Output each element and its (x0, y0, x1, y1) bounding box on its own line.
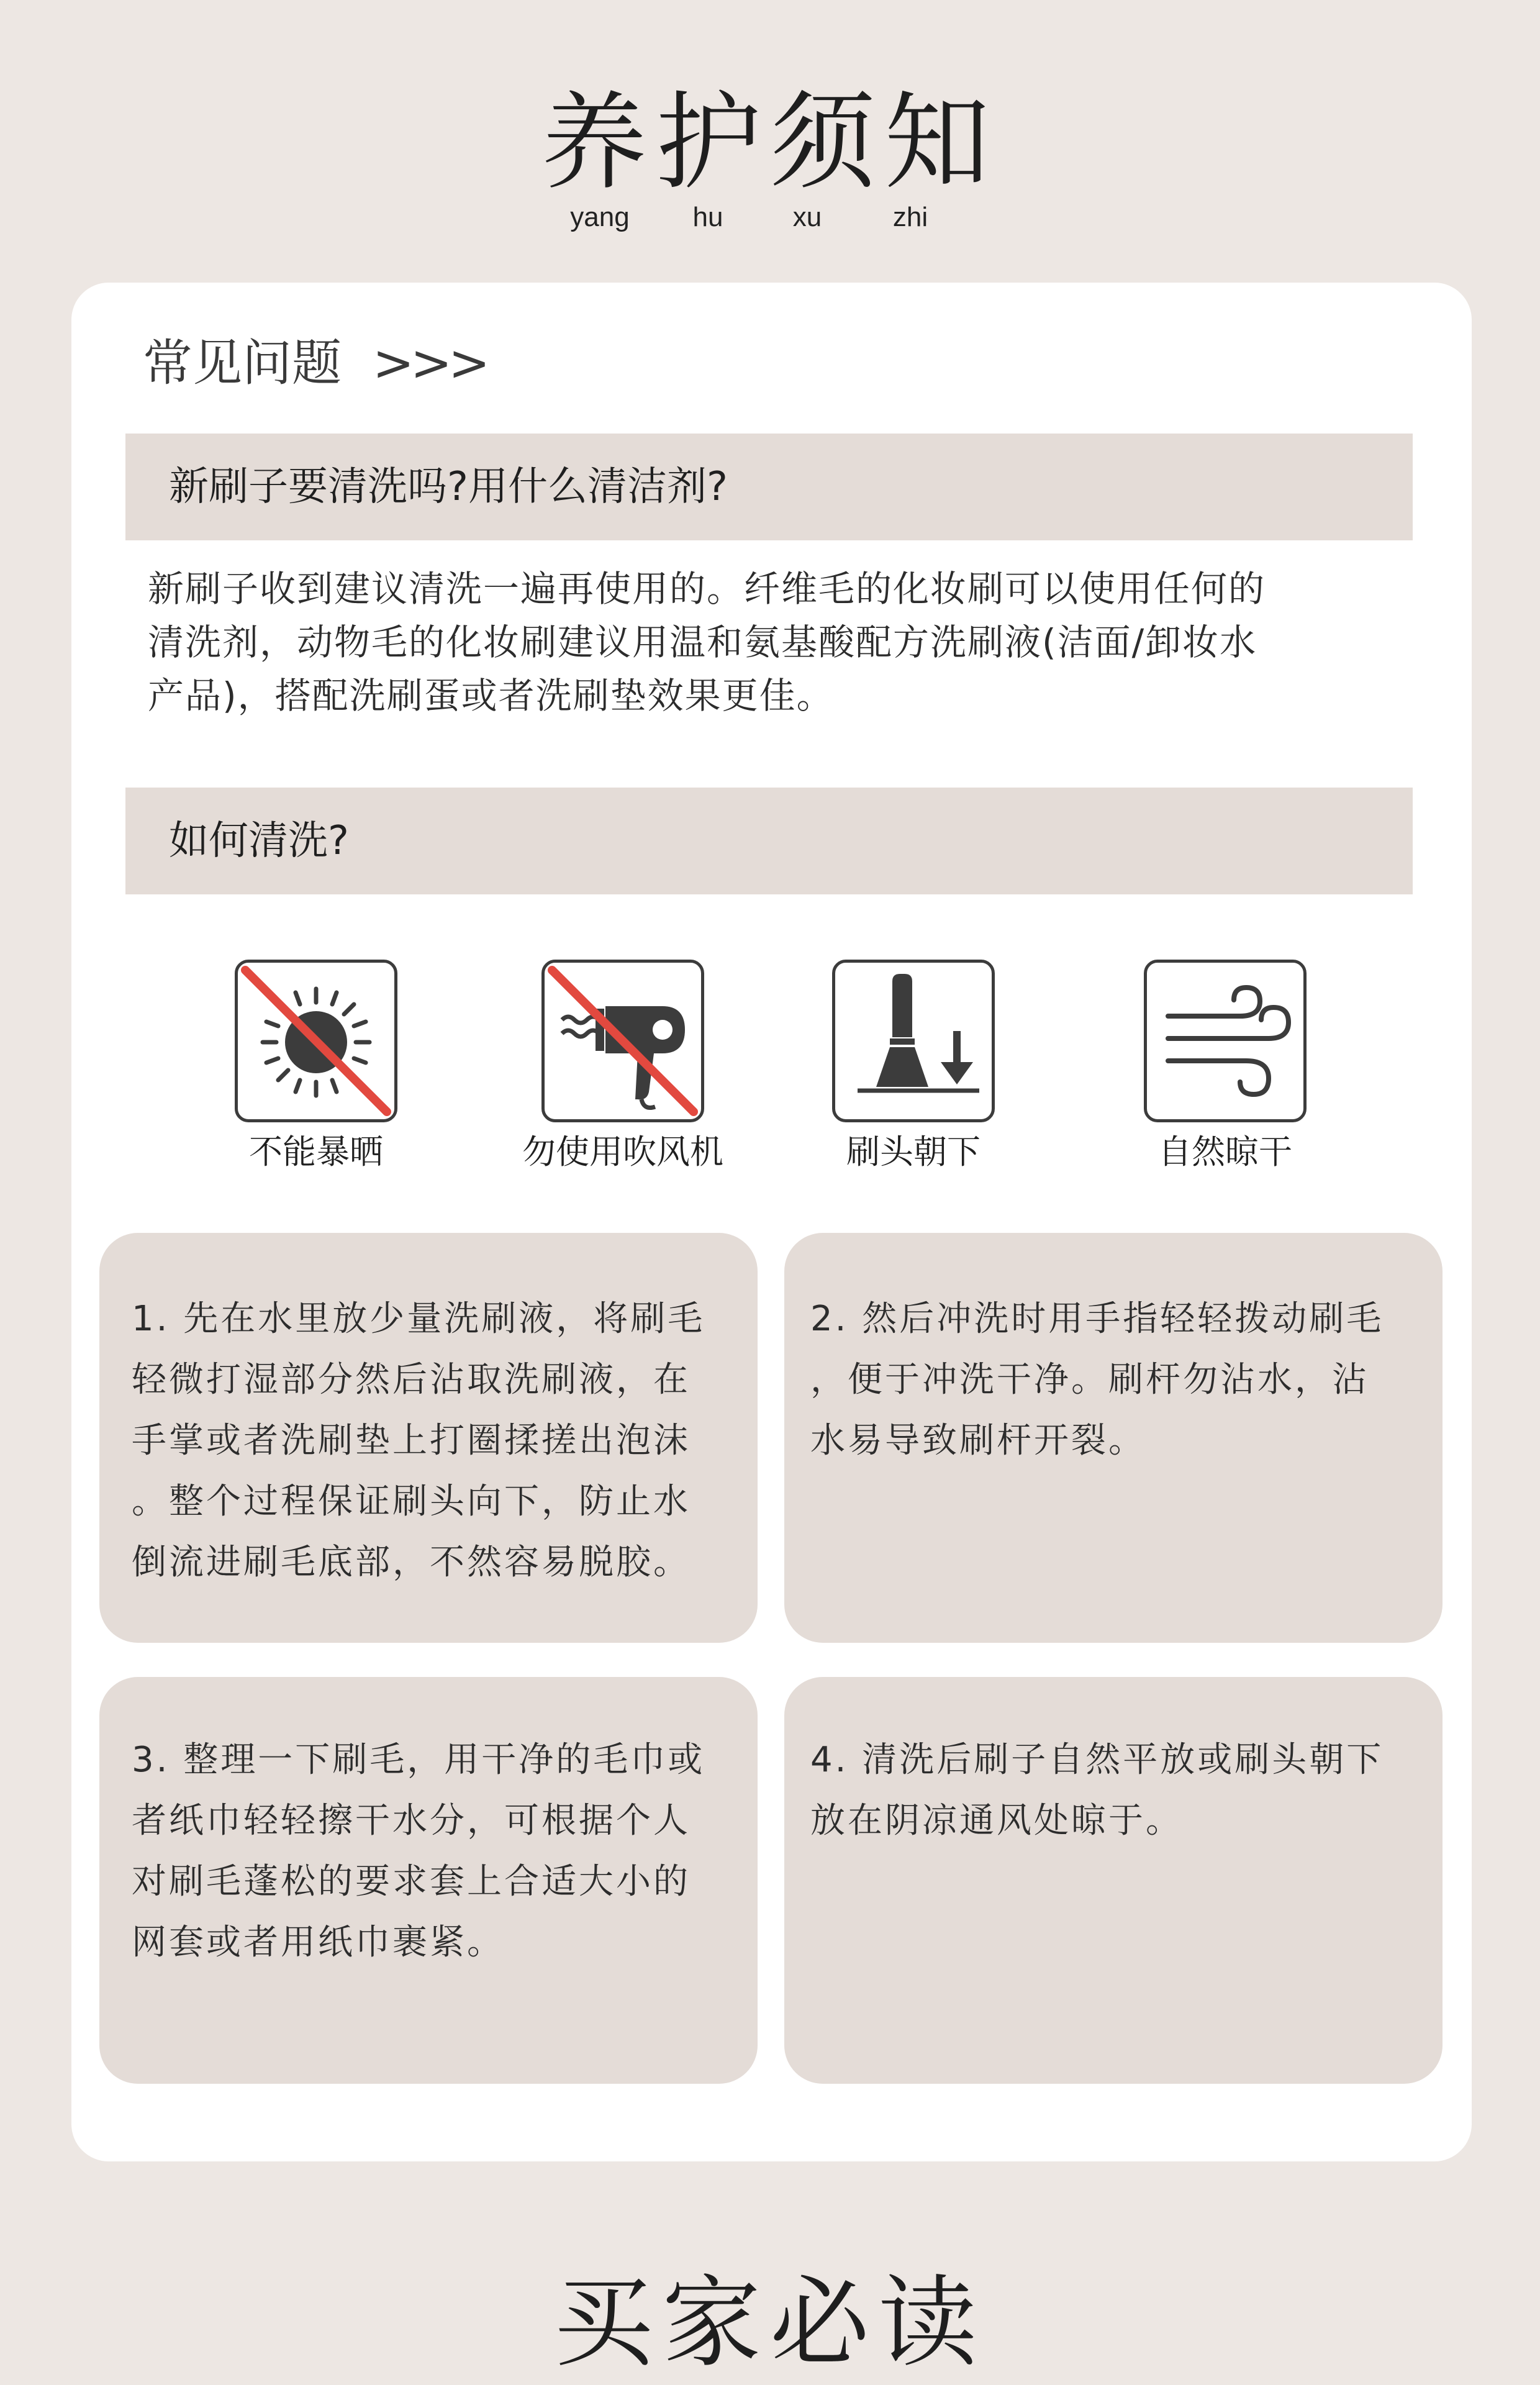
wind-dry-icon (1144, 960, 1307, 1122)
icon-label-no-hair-dryer: 勿使用吹风机 (522, 1132, 723, 1171)
step-line: 3. 整理一下刷毛，用干净的毛巾或 (132, 1740, 705, 1780)
brush-head-down-icon (832, 960, 995, 1122)
pinyin-syllable: xu (792, 202, 822, 232)
icon-label-brush-head-down: 刷头朝下 (846, 1132, 981, 1171)
step-line: 轻微打湿部分然后沾取洗刷液，在 (132, 1360, 691, 1400)
step-line: 4. 清洗后刷子自然平放或刷头朝下 (810, 1740, 1384, 1780)
icon-label-wind-dry: 自然晾干 (1158, 1132, 1292, 1171)
faq-heading: 常见问题 (143, 334, 342, 392)
step-line: 网套或者用纸巾裹紧。 (132, 1922, 504, 1963)
step-text-4 (810, 1730, 1384, 1851)
answer-line: 清洗剂，动物毛的化妆刷建议用温和氨基酸配方洗刷液(洁面/卸妆水 (148, 621, 1257, 663)
step-line: 手掌或者洗刷垫上打圈揉搓出泡沫 (132, 1420, 691, 1461)
question-1: 新刷子要清洗吗?用什么清洁剂? (169, 464, 728, 510)
faq-arrows: >>> (373, 334, 487, 392)
step-line: 。整个过程保证刷头向下，防止水 (132, 1481, 691, 1522)
no-sun-icon (235, 960, 397, 1122)
answer-1 (148, 562, 1396, 722)
step-text-2 (810, 1289, 1384, 1471)
step-line: 者纸巾轻轻擦干水分，可根据个人 (132, 1801, 691, 1841)
step-line: 2. 然后冲洗时用手指轻轻拨动刷毛 (810, 1299, 1384, 1339)
step-line: 1. 先在水里放少量洗刷液，将刷毛 (132, 1299, 705, 1339)
step-line: 对刷毛蓬松的要求套上合适大小的 (132, 1861, 691, 1902)
step-line: 放在阴凉通风处晾于。 (810, 1801, 1183, 1841)
step-line: ，便于冲洗干净。刷杆勿沾水，沾 (810, 1360, 1369, 1400)
step-line: 倒流进刷毛底部，不然容易脱胶。 (132, 1542, 691, 1583)
answer-line: 新刷子收到建议清洗一遍再使用的。纤维毛的化妆刷可以使用任何的 (148, 568, 1266, 610)
pinyin-syllable: hu (692, 202, 723, 232)
pinyin-syllable: zhi (892, 202, 928, 232)
step-text-1 (132, 1289, 705, 1593)
answer-line: 产品)，搭配洗刷蛋或者洗刷垫效果更佳。 (148, 675, 834, 717)
step-line: 水易导致刷杆开裂。 (810, 1420, 1146, 1461)
pinyin-syllable: yang (570, 202, 630, 232)
step-text-3 (132, 1730, 705, 1973)
page-title: 养护须知 (541, 81, 999, 204)
no-hair-dryer-icon (541, 960, 704, 1122)
title-pinyin (0, 202, 1540, 239)
buyer-notice-title: 买家必读 (553, 2265, 986, 2381)
icon-label-no-sun: 不能暴晒 (249, 1132, 383, 1171)
question-2: 如何清洗? (169, 818, 349, 864)
